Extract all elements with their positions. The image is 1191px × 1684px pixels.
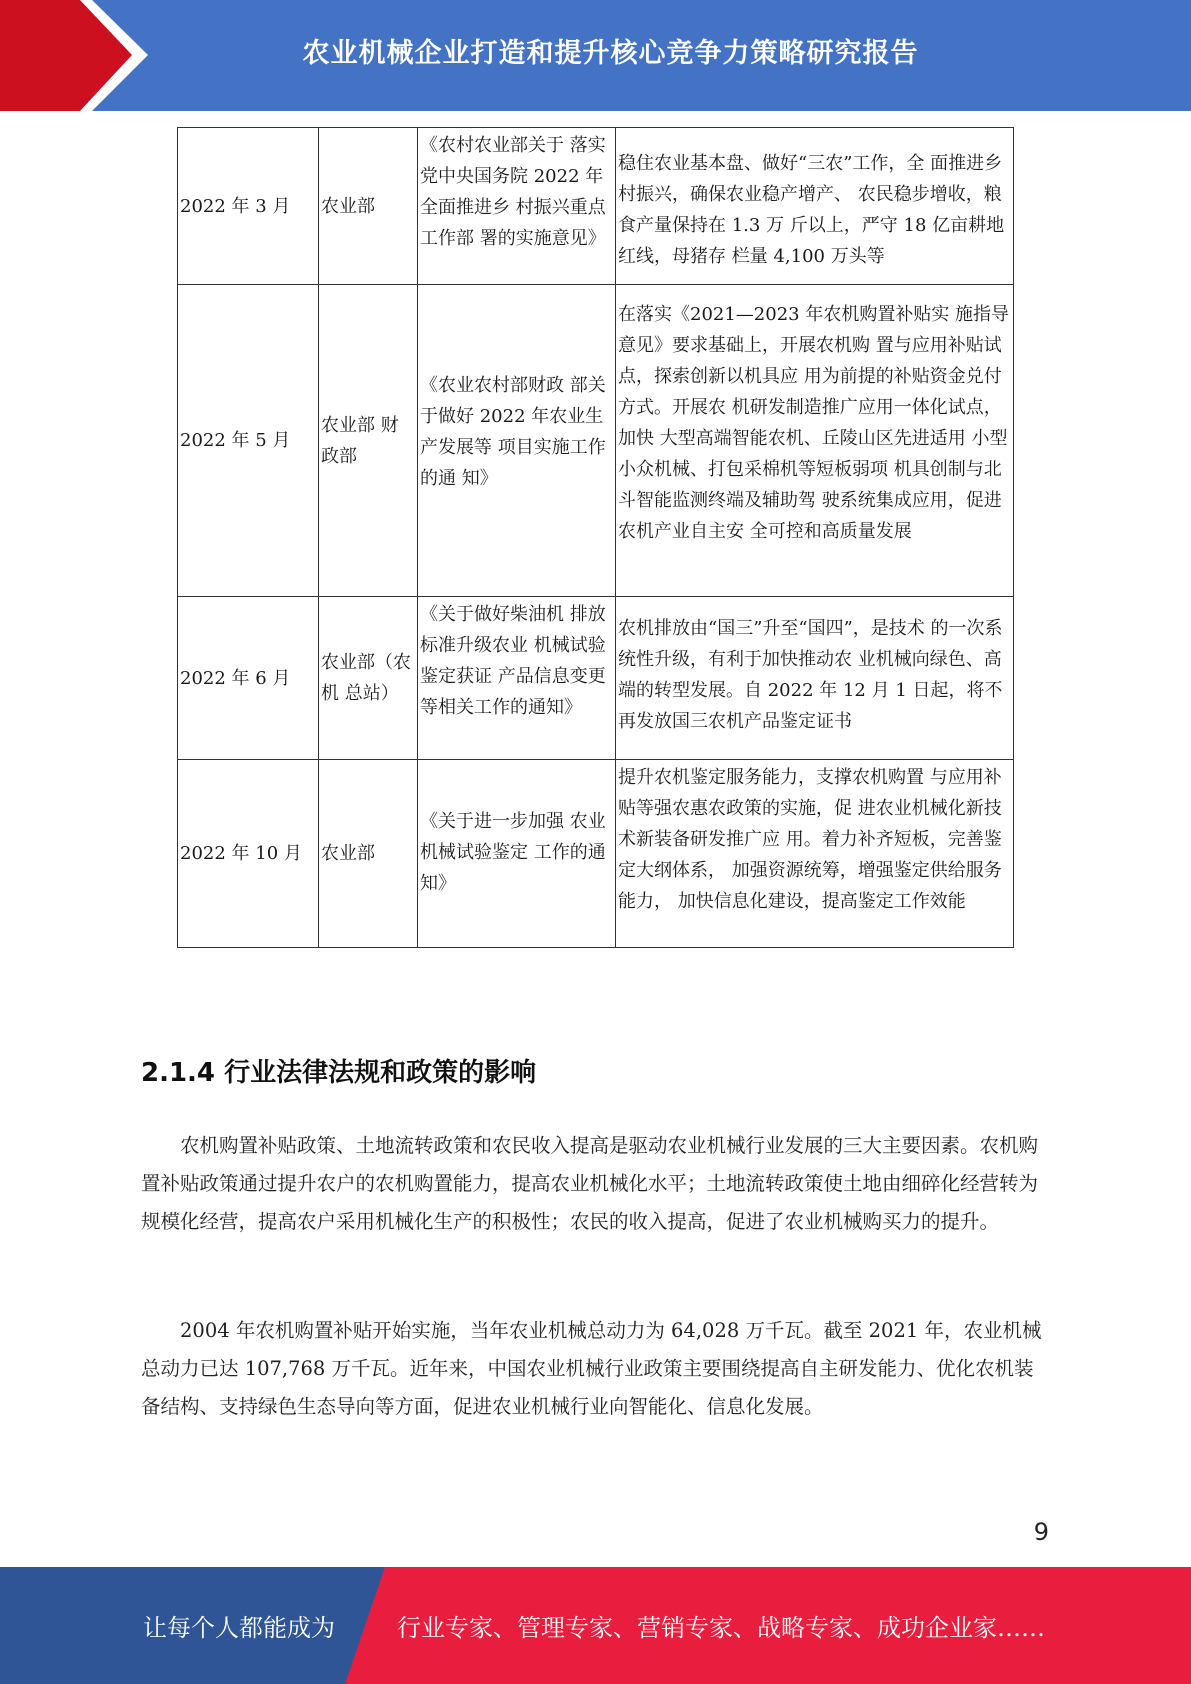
cell-date: 2022 年 6 月 <box>178 597 319 760</box>
page-number: 9 <box>1033 1518 1049 1546</box>
page-header <box>0 0 1191 111</box>
header-arrow-decoration <box>0 0 150 111</box>
paragraph: 农机购置补贴政策、土地流转政策和农民收入提高是驱动农业机械行业发展的三大主要因素。农机购置补贴政策通过提升农户的农机购置能力，提高农业机械化水平；土地流转政策使土地由细碎化经营转为规模化经营，提高农户采用机械化生产的积极性；农民的收入提高，促进了农业机械购买力的提升。 <box>141 1134 1039 1233</box>
cell-department: 农业部 财政部 <box>319 285 418 597</box>
report-title: 农业机械企业打造和提升核心竞争力策略研究报告 <box>302 37 919 69</box>
cell-policy-title: 《农村农业部关于 落实党中央国务院 2022 年全面推进乡 村振兴重点工作部 署的实施意见》 <box>418 128 616 285</box>
footer-slogan-right: 行业专家、管理专家、营销专家、战略专家、成功企业家…… <box>397 1614 1045 1642</box>
table-row <box>178 128 1014 285</box>
table-row <box>178 285 1014 597</box>
section-heading: 2.1.4 行业法律法规和政策的影响 <box>141 1058 537 1088</box>
cell-department: 农业部 <box>319 128 418 285</box>
cell-date: 2022 年 5 月 <box>178 285 319 597</box>
cell-policy-content: 农机排放由“国三”升至“国四”，是技术 的一次系统性升级，有利于加快推动农 业机械向绿色、高端的转型发展。自 2022 年 12 月 1 日起，将不再发放国三农机产品鉴定证书 <box>616 597 1014 760</box>
footer-slogan-left: 让每个人都能成为 <box>143 1614 335 1642</box>
cell-department: 农业部 <box>319 760 418 948</box>
cell-policy-content: 稳住农业基本盘、做好“三农”工作，全 面推进乡村振兴，确保农业稳产增产、 农民稳步增收，粮食产量保持在 1.3 万 斤以上，严守 18 亿亩耕地红线，母猪存 栏量 4,100 万头等 <box>616 128 1014 285</box>
cell-date: 2022 年 3 月 <box>178 128 319 285</box>
table-row <box>178 760 1014 948</box>
page-footer <box>0 1567 1191 1684</box>
cell-policy-title: 《农业农村部财政 部关于做好 2022 年农业生产发展等 项目实施工作的通 知》 <box>418 285 616 597</box>
cell-policy-content: 提升农机鉴定服务能力，支撑农机购置 与应用补贴等强农惠农政策的实施，促 进农业机械化新技术新装备研发推广应 用。着力补齐短板，完善鉴定大纲体系， 加强资源统筹，增强鉴定供给服务能力， 加快信息化建设，提高鉴定工作效能 <box>616 760 1014 948</box>
policy-table <box>177 127 1014 948</box>
paragraph: 2004 年农机购置补贴开始实施，当年农业机械总动力为 64,028 万千瓦。截至 2021 年，农业机械总动力已达 107,768 万千瓦。近年来，中国农业机械行业政策主要围绕提高自主研发能力、优化农机装备结构、支持绿色生态导向等方面，促进农业机械行业向智能化、信息化发展。 <box>141 1319 1042 1418</box>
cell-date: 2022 年 10 月 <box>178 760 319 948</box>
cell-policy-title: 《关于进一步加强 农业机械试验鉴定 工作的通知》 <box>418 760 616 948</box>
cell-policy-content: 在落实《2021—2023 年农机购置补贴实 施指导意见》要求基础上，开展农机购 置与应用补贴试点，探索创新以机具应 用为前提的补贴资金兑付方式。开展农 机研发制造推广应用一体化试点，加快 大型高端智能农机、丘陵山区先进适用 小型小众机械、打包采棉机等短板弱项 机具创制与北斗智能监测终端及辅助驾 驶系统集成应用，促进农机产业自主安 全可控和高质量发展 <box>616 285 1014 597</box>
cell-policy-title: 《关于做好柴油机 排放标准升级农业 机械试验鉴定获证 产品信息变更等相关工作的通知》 <box>418 597 616 760</box>
cell-department: 农业部（农机 总站） <box>319 597 418 760</box>
table-row <box>178 597 1014 760</box>
